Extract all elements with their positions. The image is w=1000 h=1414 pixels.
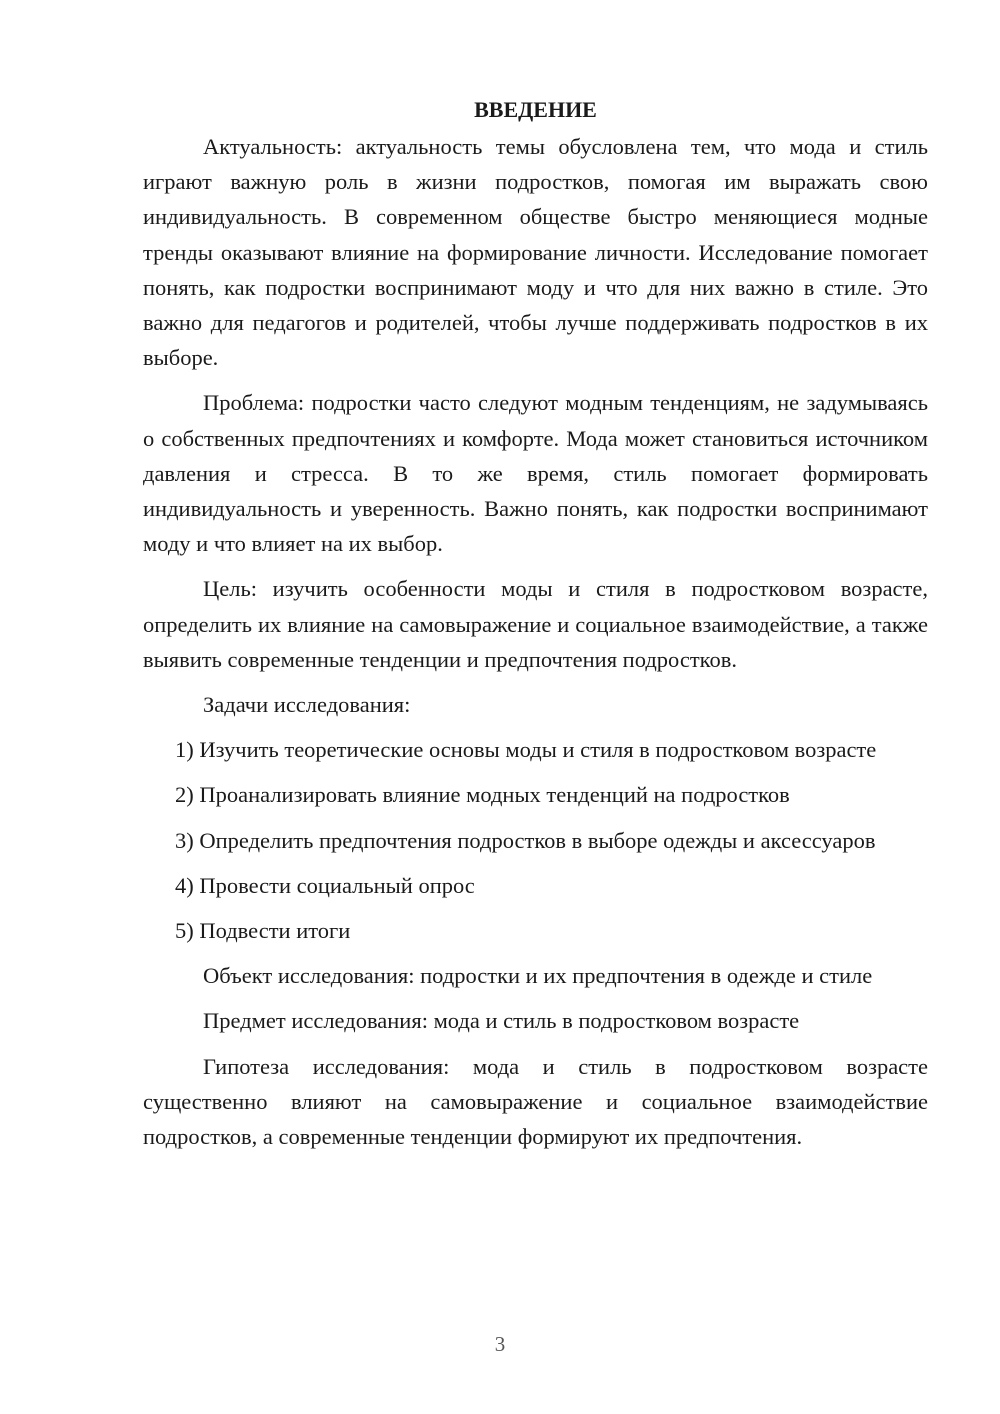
task-item: 3) Определить предпочтения подростков в выборе одежды и аксессуаров xyxy=(175,827,876,853)
paragraph-relevance: Актуальность: актуальность темы обусловлена тем, что мода и стиль играют важную роль в жизни подростков, помогая им выражать свою индивидуальность. В современном обществе быстро меняющиеся модные тренды оказывают влияние на формирование личности. Исследование помогает понять, как подростки воспринимают моду и что для них важно в стиле. Это важно для педагогов и родителей, чтобы лучше поддерживать подростков в их выборе. xyxy=(143,134,928,371)
task-item: 1) Изучить теоретические основы моды и стиля в подростковом возрасте xyxy=(175,737,877,763)
paragraph-subject: Предмет исследования: мода и стиль в подростковом возрасте xyxy=(203,1008,800,1034)
section-title: ВВЕДЕНИЕ xyxy=(474,97,597,122)
document-page xyxy=(143,92,928,1164)
paragraph-problem: Проблема: подростки часто следуют модным тенденциям, не задумываясь о собственных предпочтениях и комфорте. Мода может становиться источником давления и стресса. В то же время, стиль помогает формировать индивидуальность и уверенность. Важно понять, как подростки воспринимают моду и что влияет на их выбор. xyxy=(143,390,928,557)
paragraph-goal: Цель: изучить особенности моды и стиля в подростковом возрасте, определить их влияние на самовыражение и социальное взаимодействие, а также выявить современные тенденции и предпочтения подростков. xyxy=(143,576,928,672)
paragraph-object: Объект исследования: подростки и их предпочтения в одежде и стиле xyxy=(203,963,873,989)
task-item: 5) Подвести итоги xyxy=(175,918,351,944)
task-item: 4) Провести социальный опрос xyxy=(175,872,475,898)
task-item: 2) Проанализировать влияние модных тенденций на подростков xyxy=(175,782,790,808)
page-number: 3 xyxy=(494,1332,506,1356)
paragraph-hypothesis: Гипотеза исследования: мода и стиль в подростковом возрасте существенно влияют на самовыражение и социальное взаимодействие подростков, а современные тенденции формируют их предпочтения. xyxy=(143,1053,928,1150)
paragraph-tasks-heading: Задачи исследования: xyxy=(203,692,411,718)
